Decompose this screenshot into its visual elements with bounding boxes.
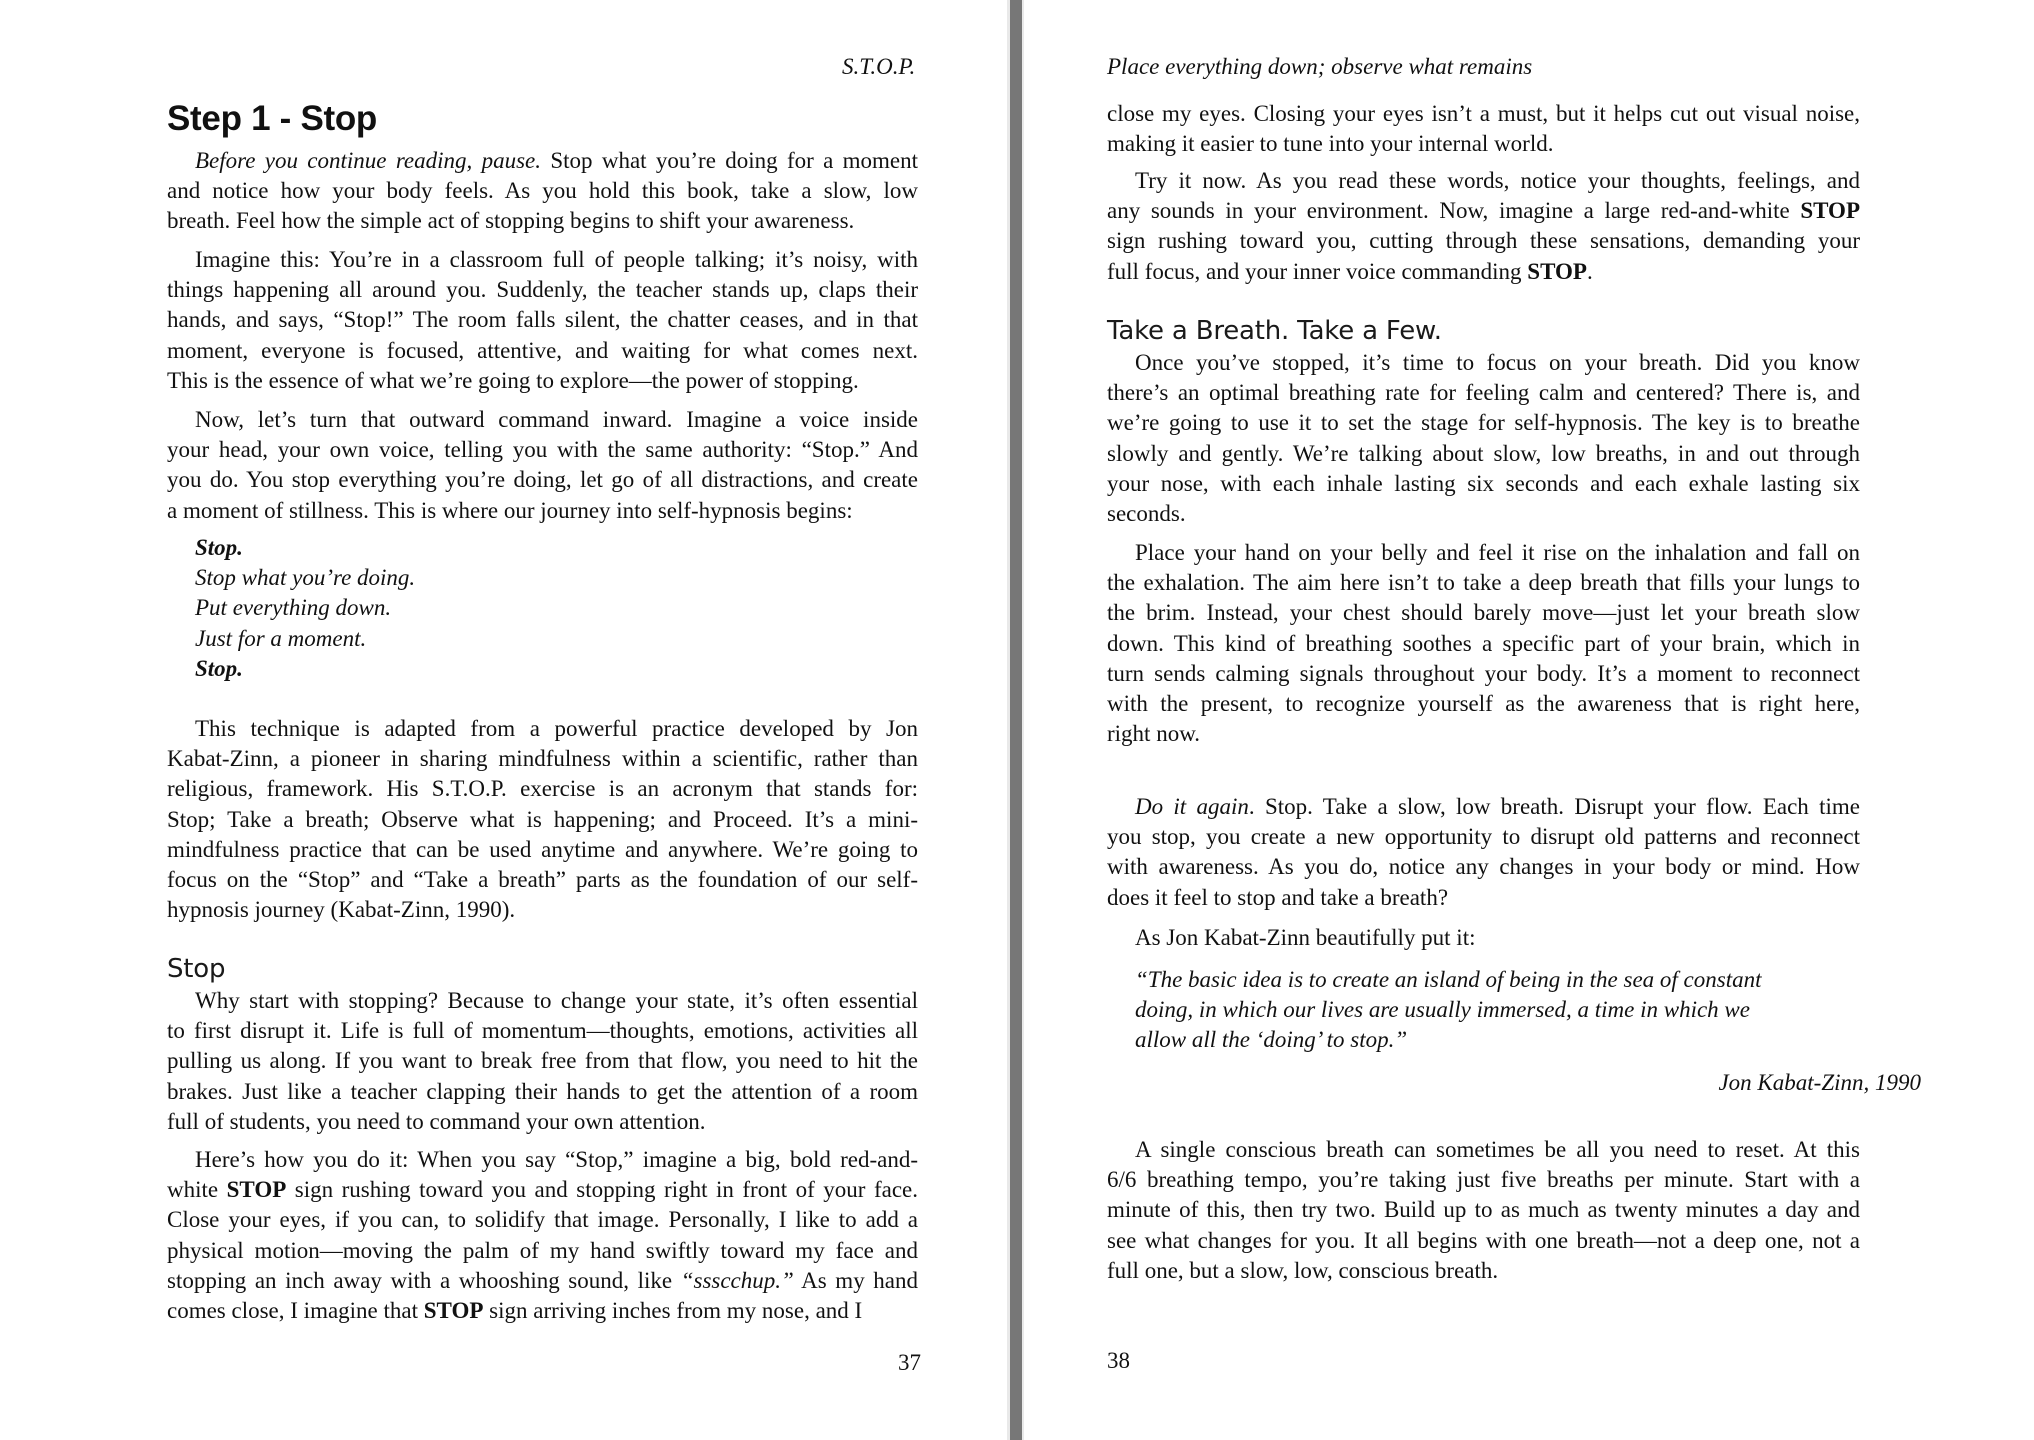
paragraph <box>1107 348 1860 529</box>
text-run: with awareness. As you do, notice any changes in your body or mind. How <box>1107 854 1860 880</box>
emphasis-bold: STOP <box>1800 198 1860 224</box>
emphasis-bold: Stop. <box>195 535 243 560</box>
text-line <box>167 405 918 435</box>
emphasis-italic: Do it again <box>1135 794 1249 819</box>
text-line <box>167 206 918 236</box>
text-run: comes close, I imagine that <box>167 1297 424 1323</box>
text-run: down. This kind of breathing soothes a specific part of your brain, which in <box>1107 630 1860 656</box>
emphasis-italic: “ssscchup.” <box>680 1267 794 1293</box>
text-run: This is the essence of what we’re going to explore—the power of stopping. <box>167 367 859 393</box>
text-line <box>167 176 918 206</box>
text-line <box>1107 469 1860 499</box>
text-line <box>167 1175 918 1205</box>
text-run: right now. <box>1107 721 1201 747</box>
running-head: Place everything down; observe what remains <box>1107 54 1533 79</box>
text-run: focus on the “Stop” and “Take a breath” parts as the foundation of our self- <box>167 866 918 892</box>
text-run: . <box>1586 258 1593 284</box>
text-line <box>195 654 895 684</box>
paragraph <box>1107 538 1860 749</box>
text-run: sign arriving inches from my nose, and I <box>483 1297 863 1323</box>
emphasis-italic: allow all the ‘doing’ to stop.” <box>1135 1027 1408 1053</box>
page-number: 37 <box>898 1350 921 1375</box>
paragraph <box>167 714 918 925</box>
text-run: sign rushing toward you, cutting through these sensations, demanding your <box>1107 228 1860 254</box>
paragraph <box>1107 166 1860 287</box>
text-run: white <box>167 1177 227 1203</box>
text-line <box>167 1145 918 1175</box>
text-run: a moment of stillness. This is where our journey into self-hypnosis begins: <box>167 497 853 523</box>
text-line <box>1107 568 1860 598</box>
paragraph <box>1135 923 1860 953</box>
text-run: full one, but a slow, low, conscious breath. <box>1107 1257 1499 1283</box>
paragraph <box>1107 99 1860 159</box>
text-run: Kabat-Zinn, a pioneer in sharing mindfulness within a scientific, rather than <box>167 746 918 772</box>
text-line <box>1107 196 1860 226</box>
text-line <box>1107 99 1860 129</box>
text-run: A single conscious breath can sometimes be all you need to reset. At this <box>1135 1137 1860 1162</box>
text-line <box>167 774 918 804</box>
text-run: Place your hand on your belly and feel it rise on the inhalation and fall on <box>1135 540 1860 565</box>
text-line <box>1135 965 1835 995</box>
text-line <box>1107 499 1860 529</box>
text-run: sign rushing toward you and stopping right in front of your face. <box>286 1177 918 1203</box>
text-line <box>1107 1226 1860 1256</box>
paragraph <box>167 245 918 396</box>
quote-attribution: Jon Kabat-Zinn, 1990 <box>1718 1070 1921 1095</box>
emphasis-bold: STOP <box>1527 258 1587 284</box>
text-run: making it easier to tune into your internal world. <box>1107 131 1554 157</box>
text-line <box>1107 1135 1860 1165</box>
emphasis-italic: Just for a moment. <box>195 625 367 651</box>
text-line <box>167 465 918 495</box>
left-page <box>0 0 1008 1440</box>
text-line <box>1107 538 1860 568</box>
text-line <box>1107 822 1860 852</box>
text-run: the brim. Instead, your chest should barely move—just let your breath slow <box>1107 600 1860 626</box>
text-run: hands, and says, “Stop!” The room falls silent, the chatter ceases, and in that <box>167 307 918 333</box>
text-run: Stop what you’re doing for a moment <box>541 148 918 173</box>
text-run: Now, let’s turn that outward command inward. Imagine a voice inside <box>195 407 918 432</box>
text-run: you do. You stop everything you’re doing, let go of all distractions, and create <box>167 467 918 493</box>
text-run: minute of this, then try two. Build up to as much as twenty minutes a day and <box>1107 1197 1860 1223</box>
text-line <box>1107 689 1860 719</box>
paragraph <box>1107 792 1860 913</box>
text-line <box>167 1107 918 1137</box>
text-run: pulling us along. If you want to break free from that flow, you need to hit the <box>167 1048 918 1074</box>
text-run: with the present, to recognize yourself as the awareness that is right here, <box>1107 690 1860 716</box>
right-page <box>1024 0 2034 1440</box>
text-run: Once you’ve stopped, it’s time to focus on your breath. Did you know <box>1135 350 1860 375</box>
text-run: brakes. Just like a teacher clapping their hands to get the attention of a room <box>167 1078 918 1104</box>
text-run: any sounds in your environment. Now, imagine a large red-and-white <box>1107 198 1801 224</box>
text-line <box>167 366 918 396</box>
text-run: Stop; Take a breath; Observe what is happening; and Proceed. It’s a mini- <box>167 806 918 832</box>
text-run: As Jon Kabat-Zinn beautifully put it: <box>1135 925 1476 950</box>
text-run: This technique is adapted from a powerful practice developed by Jon <box>195 716 918 741</box>
text-line <box>1107 792 1860 822</box>
paragraph <box>167 986 918 1137</box>
text-line <box>1107 1165 1860 1195</box>
emphasis-italic: Stop what you’re doing. <box>195 565 416 591</box>
text-run: As my hand <box>793 1267 918 1293</box>
paragraph <box>167 405 918 526</box>
text-line <box>1135 1025 1835 1055</box>
text-line <box>167 744 918 774</box>
text-run: stopping an inch away with a whooshing sound, like <box>167 1267 681 1293</box>
text-run: we’re going to use it to set the stage for self-hypnosis. The key is to breathe <box>1107 410 1860 436</box>
text-line <box>167 1077 918 1107</box>
text-line <box>1107 166 1860 196</box>
text-line <box>167 865 918 895</box>
text-run: mindfulness practice that can be used anytime and anywhere. We’re going to <box>167 836 918 862</box>
text-line <box>167 895 918 925</box>
text-run: the exhalation. The aim here isn’t to take a deep breath that fills your lungs to <box>1107 570 1860 596</box>
text-line <box>1107 129 1860 159</box>
text-line <box>1107 378 1860 408</box>
text-run: hypnosis journey (Kabat-Zinn, 1990). <box>167 897 516 923</box>
text-line <box>1107 852 1860 882</box>
text-run: full focus, and your inner voice commanding <box>1107 258 1528 284</box>
emphasis-italic: Before you continue reading, pause. <box>195 148 542 173</box>
paragraph <box>1107 1135 1860 1286</box>
text-run: close my eyes. Closing your eyes isn’t a must, but it helps cut out visual noise, <box>1107 101 1860 126</box>
text-run: things happening all around you. Suddenly, the teacher stands up, claps their <box>167 277 918 303</box>
chapter-heading: Step 1 - Stop <box>167 99 377 138</box>
text-run: religious, framework. His S.T.O.P. exercise is an acronym that stands for: <box>167 776 918 802</box>
text-line <box>1107 598 1860 628</box>
text-line <box>167 714 918 744</box>
text-line <box>167 805 918 835</box>
text-run: to first disrupt it. Life is full of momentum—thoughts, emotions, activities all <box>167 1018 918 1044</box>
paragraph <box>167 1145 918 1326</box>
text-line <box>167 336 918 366</box>
text-line <box>1107 408 1860 438</box>
running-head: S.T.O.P. <box>842 54 916 79</box>
text-run: . Stop. Take a slow, low breath. Disrupt your flow. Each time <box>1248 794 1860 819</box>
text-line <box>167 1296 918 1326</box>
text-line <box>195 563 895 593</box>
text-run: physical motion—moving the palm of my hand swiftly toward my face and <box>167 1237 918 1263</box>
text-line <box>167 1205 918 1235</box>
text-line <box>1107 719 1860 749</box>
text-line <box>167 835 918 865</box>
text-line <box>195 624 895 654</box>
text-run: slowly and gently. We’re talking about slow, low breaths, in and out through <box>1107 440 1860 466</box>
text-run: does it feel to stop and take a breath? <box>1107 884 1449 910</box>
text-run: full of students, you need to command your own attention. <box>167 1108 706 1134</box>
emphasis-bold: STOP <box>226 1177 287 1203</box>
text-run: Close your eyes, if you can, to solidify that image. Personally, I like to add a <box>167 1207 918 1233</box>
text-line <box>1107 1256 1860 1286</box>
text-line <box>1107 883 1860 913</box>
text-line <box>1107 348 1860 378</box>
text-line <box>1135 923 1860 953</box>
text-run: you stop, you create a new opportunity to disrupt old patterns and reconnect <box>1107 824 1860 850</box>
verse-block <box>195 533 895 684</box>
emphasis-italic: doing, in which our lives are usually immersed, a time in which we <box>1135 997 1750 1023</box>
text-line <box>1107 659 1860 689</box>
text-run: Imagine this: You’re in a classroom full of people talking; it’s noisy, with <box>195 247 918 272</box>
text-line <box>167 1236 918 1266</box>
text-run: moment, everyone is focused, attentive, and waiting for what comes next. <box>167 337 918 363</box>
page-divider <box>1007 0 1025 1440</box>
text-run: there’s an optimal breathing rate for feeling calm and centered? There is, and <box>1107 380 1860 406</box>
text-line <box>167 245 918 275</box>
text-line <box>167 496 918 526</box>
emphasis-bold: Stop. <box>195 655 243 681</box>
text-line <box>1107 257 1860 287</box>
text-run: your nose, with each inhale lasting six seconds and each exhale lasting six <box>1107 470 1860 496</box>
text-line <box>167 305 918 335</box>
text-run: and notice how your body feels. As you hold this book, take a slow, low <box>167 178 918 204</box>
text-line <box>1107 1195 1860 1225</box>
gutter-bar <box>1010 0 1022 1440</box>
emphasis-bold: STOP <box>423 1297 484 1323</box>
section-heading: Take a Breath. Take a Few. <box>1107 316 1442 346</box>
text-run: 6/6 breathing tempo, you’re taking just five breaths per minute. Start with a <box>1107 1167 1860 1193</box>
text-run: turn sends calming signals throughout your body. It’s a moment to reconnect <box>1107 660 1860 686</box>
text-line <box>167 275 918 305</box>
text-run: seconds. <box>1107 500 1186 526</box>
text-line <box>167 986 918 1016</box>
paragraph <box>167 146 918 237</box>
text-line <box>167 1046 918 1076</box>
text-line <box>167 146 918 176</box>
text-line <box>1107 226 1860 256</box>
emphasis-italic: Put everything down. <box>195 595 392 621</box>
text-run: Here’s how you do it: When you say “Stop,” imagine a big, bold red-and- <box>195 1147 918 1172</box>
text-run: see what changes for you. It all begins with one breath—not a deep one, not a <box>1107 1227 1860 1253</box>
text-line <box>195 533 895 563</box>
text-line <box>167 1016 918 1046</box>
text-line <box>1107 629 1860 659</box>
section-heading: Stop <box>167 954 226 984</box>
text-run: Why start with stopping? Because to change your state, it’s often essential <box>195 988 918 1013</box>
blockquote <box>1135 965 1835 1056</box>
text-run: Try it now. As you read these words, notice your thoughts, feelings, and <box>1135 168 1860 193</box>
text-line <box>1107 439 1860 469</box>
text-run: your head, your own voice, telling you with the same authority: “Stop.” And <box>167 437 918 463</box>
text-line <box>195 593 895 623</box>
text-run: breath. Feel how the simple act of stopping begins to shift your awareness. <box>167 208 855 234</box>
page-number: 38 <box>1107 1348 1130 1373</box>
text-line <box>1135 995 1835 1025</box>
text-line <box>167 1266 918 1296</box>
emphasis-italic: “The basic idea is to create an island of being in the sea of constant <box>1135 967 1762 992</box>
text-line <box>167 435 918 465</box>
